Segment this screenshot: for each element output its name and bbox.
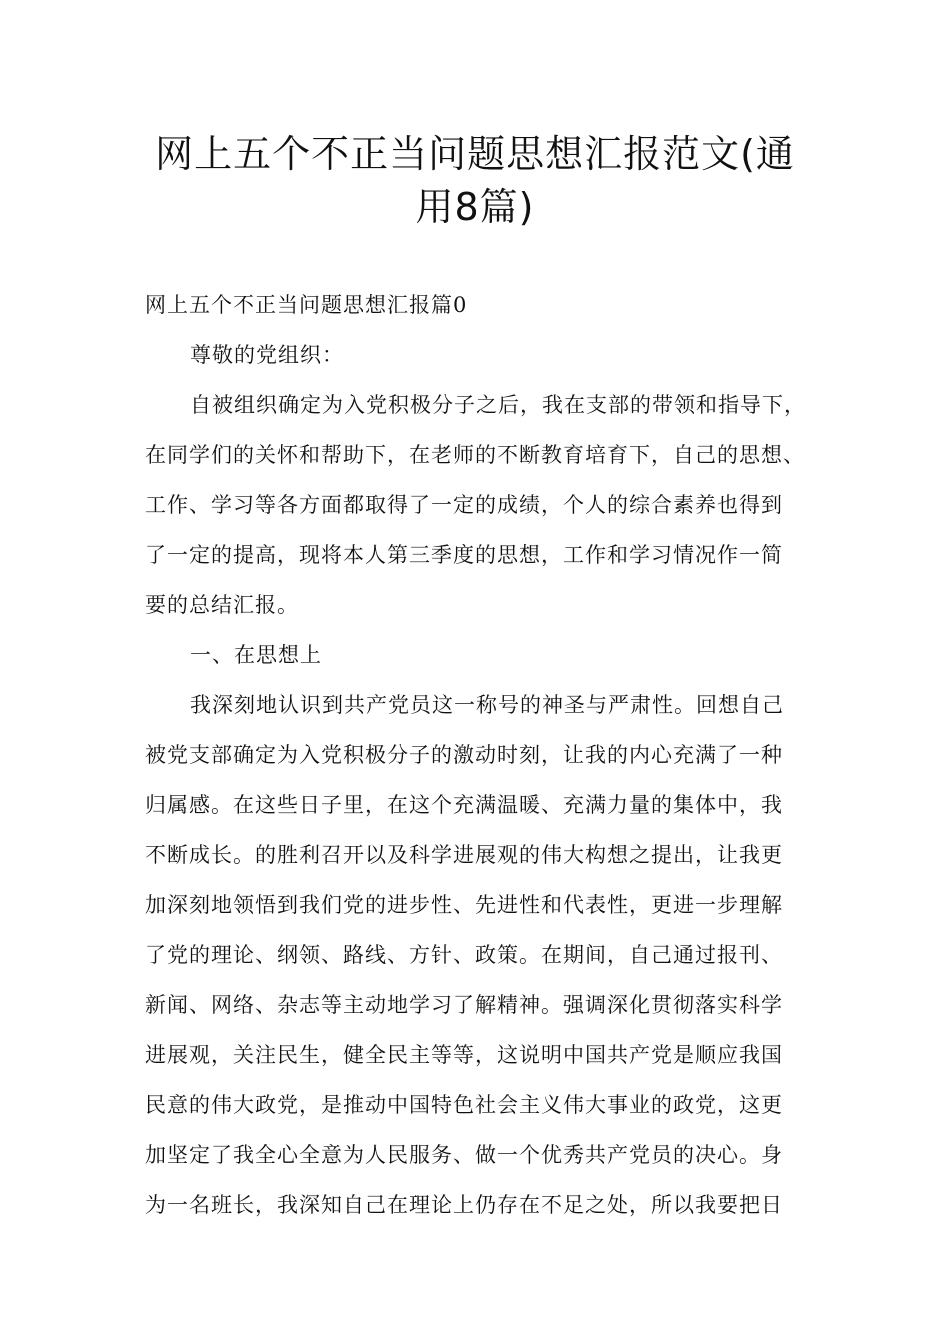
document-body <box>145 280 825 1230</box>
title-line-1: 网上五个不正当问题思想汇报范文(通 <box>155 132 795 176</box>
paragraph1-line: 自被组织确定为入党积极分子之后，我在支部的带领和指导下， <box>190 393 806 417</box>
salutation: 尊敬的党组织： <box>190 343 344 367</box>
paragraph2-line: 加深刻地领悟到我们党的进步性、先进性和代表性，更进一步理解 <box>145 893 783 917</box>
paragraph1-line: 工作、学习等各方面都取得了一定的成绩，个人的综合素养也得到 <box>145 493 783 517</box>
paragraph2-line: 加坚定了我全心全意为人民服务、做一个优秀共产党员的决心。身 <box>145 1143 783 1167</box>
paragraph1-line: 要的总结汇报。 <box>145 593 299 617</box>
paragraph1-line: 在同学们的关怀和帮助下，在老师的不断教育培育下，自己的思想、 <box>145 443 805 467</box>
paragraph2-line: 我深刻地认识到共产党员这一称号的神圣与严肃性。回想自己 <box>190 693 784 717</box>
paragraph2-line: 民意的伟大政党，是推动中国特色社会主义伟大事业的政党，这更 <box>145 1093 783 1117</box>
paragraph2-line: 了党的理论、纲领、路线、方针、政策。在期间，自己通过报刊、 <box>145 943 783 967</box>
document-title <box>140 128 810 234</box>
title-line-2: 用8篇) <box>415 185 535 229</box>
paragraph1-line: 了一定的提高，现将本人第三季度的思想，工作和学习情况作一简 <box>145 543 783 567</box>
paragraph2-line: 新闻、网络、杂志等主动地学习了解精神。强调深化贯彻落实科学 <box>145 993 783 1017</box>
paragraph2-line: 归属感。在这些日子里，在这个充满温暖、充满力量的集体中，我 <box>145 793 783 817</box>
paragraph2-line: 被党支部确定为入党积极分子的激动时刻，让我的内心充满了一种 <box>145 743 783 767</box>
paragraph2-line: 不断成长。的胜利召开以及科学进展观的伟大构想之提出，让我更 <box>145 843 783 867</box>
section-heading: 网上五个不正当问题思想汇报篇0 <box>145 293 468 317</box>
paragraph2-line: 进展观，关注民生，健全民主等等，这说明中国共产党是顺应我国 <box>145 1043 783 1067</box>
subheading-thought: 一、在思想上 <box>190 643 322 667</box>
paragraph2-line: 为一名班长，我深知自己在理论上仍存在不足之处，所以我要把日 <box>145 1193 783 1217</box>
